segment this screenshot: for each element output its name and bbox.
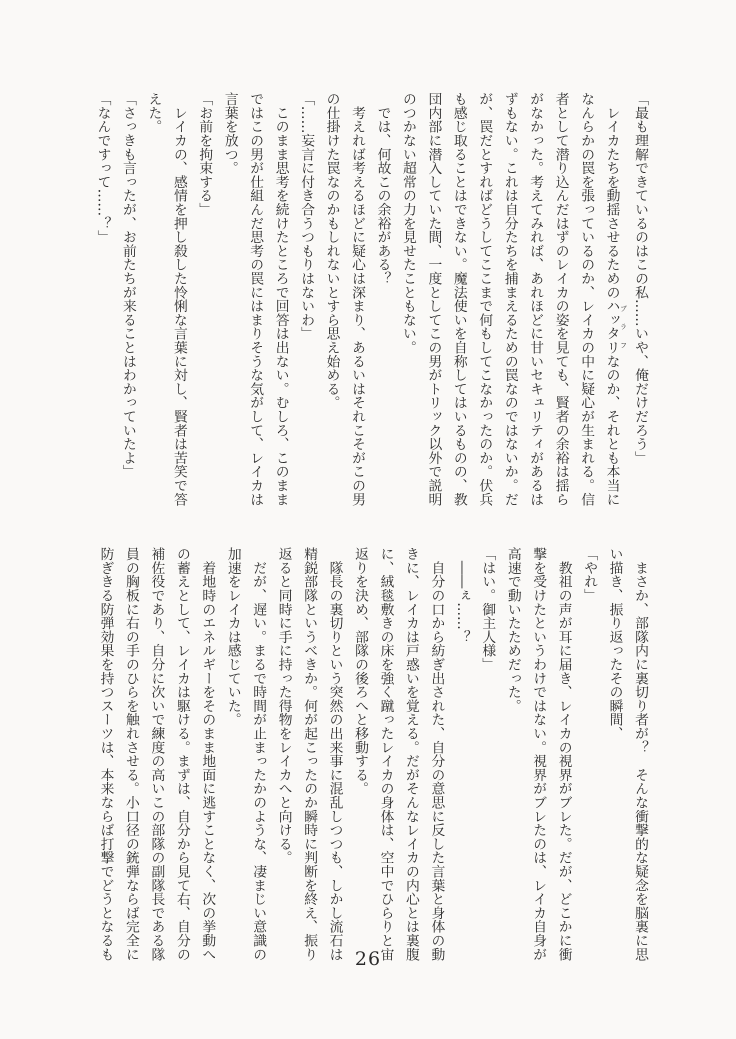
text-line: 返ると同時に手に持った得物をレイカへと向ける。 xyxy=(275,547,292,865)
text-line: も感じ取ることはできない。魔法使いを自称してはいるものの、教 xyxy=(450,92,467,506)
text-line: い描き、振り返ったその瞬間、 xyxy=(606,547,623,741)
text-line: 高速で動いたためだった。 xyxy=(504,547,521,713)
text-line: 「お前を拘束する」 xyxy=(196,92,213,217)
text-line: がなかった。考えてみれば、あれほどに甘いセキュリティがあるは xyxy=(527,92,544,506)
text-line: 精鋭部隊というべきか。何が起こったのか瞬時に判断を終え、振り xyxy=(301,547,318,961)
text-line: 撃を受けたというわけではない。視界がブレたのは、レイカ自身が xyxy=(530,547,547,961)
text-line: 「さっきも言ったが、お前たちが来ることはわかっていたよ」 xyxy=(119,92,136,479)
text-line: レイカの、感情を押し殺した怜悧な言葉に対し、賢者は苦笑で答 xyxy=(170,92,187,506)
text-block-lower xyxy=(90,547,652,963)
text-line: 加速をレイカは感じていた。 xyxy=(224,547,241,727)
text-line: 隊長の裏切りという突然の出来事に混乱しつつも、しかし流石は xyxy=(326,547,343,961)
text-line: に、絨毯敷きの床を強く蹴ったレイカの身体は、空中でひらりと宙 xyxy=(377,547,394,961)
text-line: 防ぎきる防弾効果を持つスーツは、本来ならば打撃でどうとなるも xyxy=(97,547,114,961)
text-line: 言葉を放つ。 xyxy=(221,92,238,175)
text-line: 者として潜り込んだはずのレイカの姿を見ても、賢者の余裕は揺ら xyxy=(552,92,569,506)
text-line: 団内部に潜入していた間、一度としてこの男がトリック以外で説明 xyxy=(425,92,442,506)
page-number: 26 xyxy=(354,948,382,970)
text-line: このまま思考を続けたところで回答は出ない。むしろ、このまま xyxy=(272,92,289,506)
text-line: ではこの男が仕組んだ思考の罠にはまりそうな気がして、レイカは xyxy=(247,92,264,506)
text-line: ずもない。これは自分たちを捕まえるための罠なのではないか。だ xyxy=(501,92,518,506)
text-line: 「最も理解できているのはこの私……いや、俺だけだろう」 xyxy=(632,92,648,465)
text-line: なんらかの罠を張っているのか、レイカの中に疑心が生まれる。信 xyxy=(578,92,595,506)
text-line: が、罠だとすればどうしてここまで何もしてこなかったのか。伏兵 xyxy=(476,92,493,506)
text-line: 「……妄言に付き合うつもりはないわ」 xyxy=(298,92,315,341)
text-line: 「はい。御主人様」 xyxy=(479,547,496,672)
text-line: 自分の口から紡ぎ出された、自分の意思に反した言葉と身体の動 xyxy=(428,547,445,961)
text-line: 「なんですって……？」 xyxy=(94,92,111,244)
text-line: えた。 xyxy=(145,92,162,134)
text-line: 員の胸板に右の手のひらを触れさせる。小口径の銃弾ならば完全に xyxy=(122,547,139,961)
text-line: ――ぇ……？ xyxy=(453,547,470,644)
text-line: 返りを決め、部隊の後ろへと移動する。 xyxy=(352,547,369,796)
text-line: の蓄えとして、レイカは駆ける。まずは、自分から見て右、自分の xyxy=(173,547,190,961)
text-line: のつかない超常の力を見せたこともない。 xyxy=(399,92,416,355)
text-line: 考えれば考えるほどに疑心は深まり、あるいはそれこそがこの男 xyxy=(349,92,366,506)
text-line: レイカたちを動揺させるためのハッタリ ブラフなのか、それとも本当に xyxy=(603,92,627,507)
furigana-ruby: ハッタリ ブラフ xyxy=(603,299,627,355)
text-block-upper xyxy=(90,92,652,508)
text-line: 「やれ」 xyxy=(581,547,598,603)
text-line: だが、遅い。まるで時間が止まったかのような、凄まじい意識の xyxy=(250,547,267,961)
text-line: 補佐役であり、自分に次いで練度の高いこの部隊の副隊長である隊 xyxy=(148,547,165,961)
text-line: の仕掛けた罠なのかもしれないとすら思え始める。 xyxy=(323,92,340,410)
text-line: 着地時のエネルギーをそのまま地面に逃すことなく、次の挙動へ xyxy=(199,547,216,961)
text-line: まさか、部隊内に裏切り者が？ そんな衝撃的な疑念を脳裏に思 xyxy=(632,547,648,961)
text-line: 教祖の声が耳に届き、レイカの視界がブレた。だが、どこかに衝 xyxy=(555,547,572,961)
text-line: きに、レイカは戸惑いを覚える。だがそんなレイカの内心とは裏腹 xyxy=(402,547,419,961)
text-line: では、何故この余裕がある？ xyxy=(374,92,391,286)
